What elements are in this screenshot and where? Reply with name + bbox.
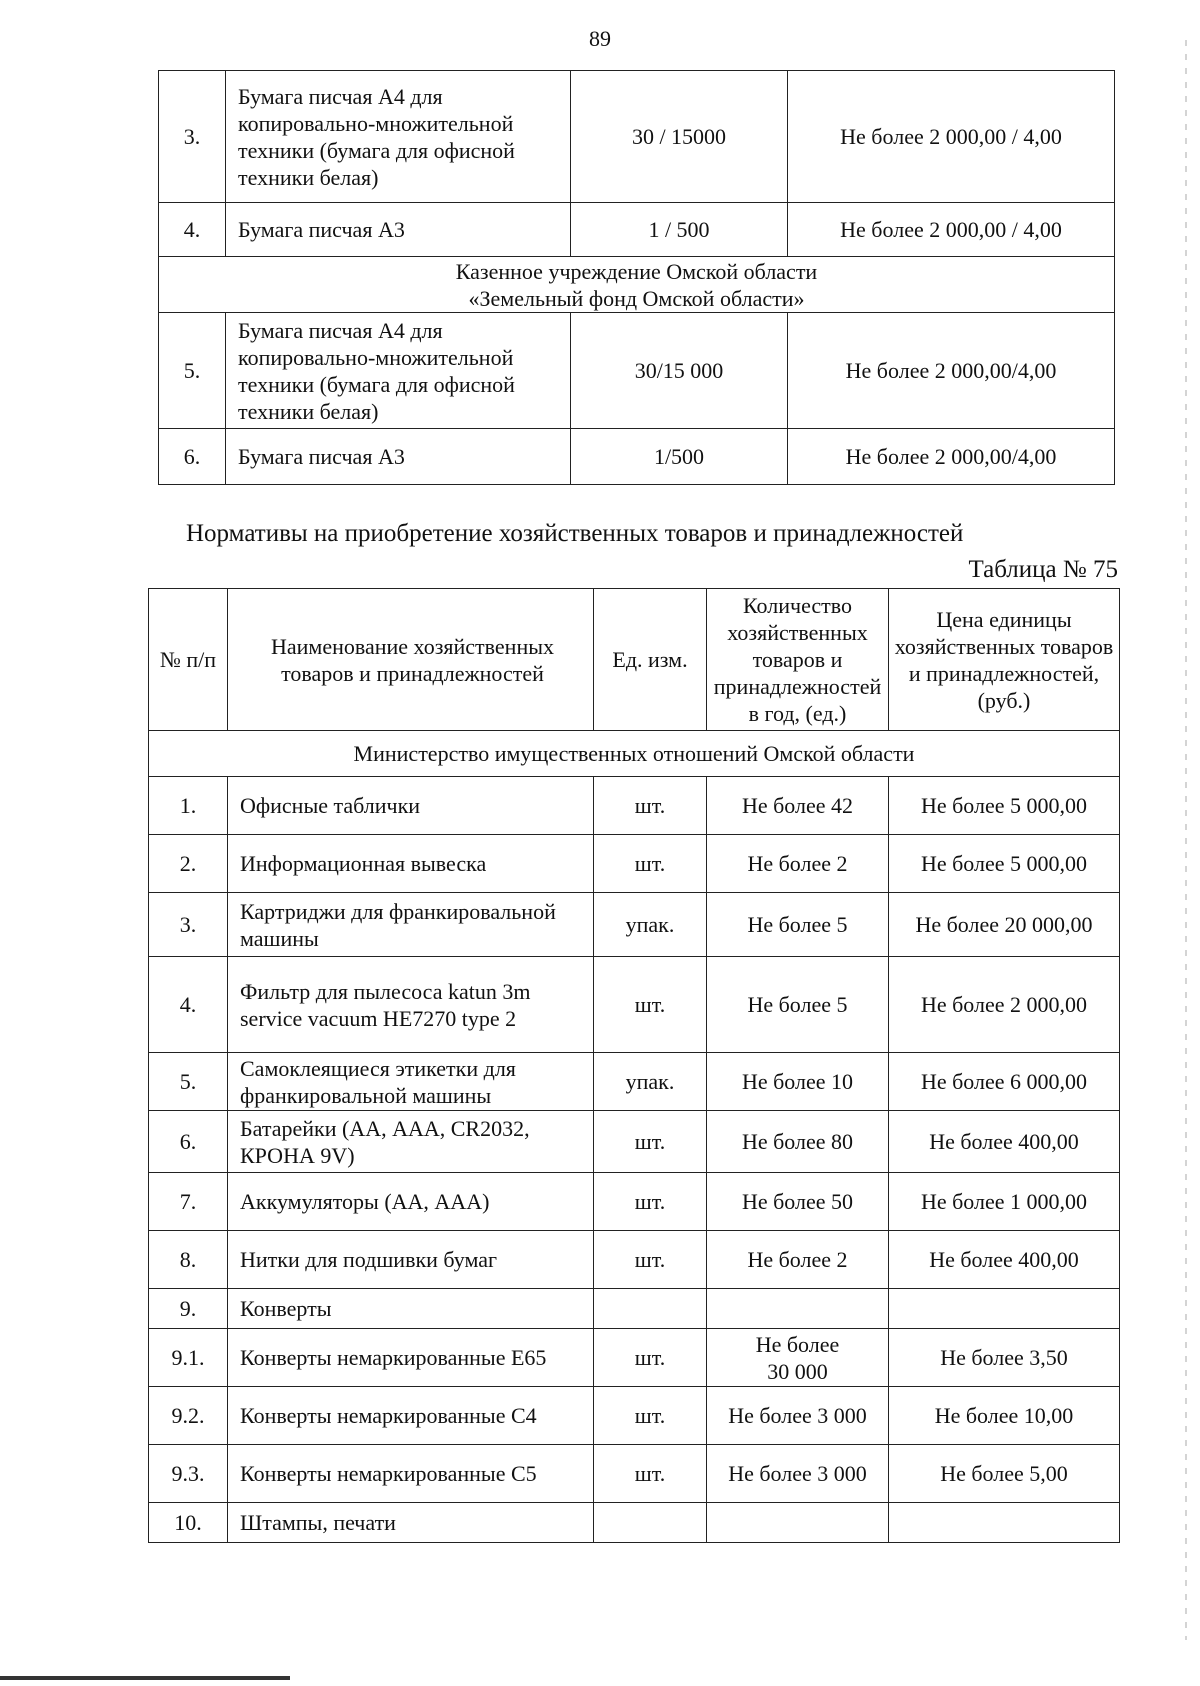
item-unit: шт.	[594, 957, 707, 1053]
row-number: 3.	[149, 893, 228, 957]
item-price: Не более 400,00	[889, 1111, 1120, 1173]
paper-norms-table	[158, 70, 1115, 485]
table-row	[149, 1111, 1120, 1173]
table-row	[149, 1289, 1120, 1329]
item-unit: упак.	[594, 893, 707, 957]
row-number: 4.	[159, 203, 226, 257]
item-price: Не более 2 000,00 / 4,00	[788, 71, 1115, 203]
item-unit: шт.	[594, 1387, 707, 1445]
row-number: 9.	[149, 1289, 228, 1329]
item-quantity: Не более 42	[707, 777, 889, 835]
section-row	[159, 257, 1115, 313]
row-number: 1.	[149, 777, 228, 835]
item-quantity: 30/15 000	[571, 313, 788, 429]
row-number: 5.	[159, 313, 226, 429]
item-quantity: 1 / 500	[571, 203, 788, 257]
item-price: Не более 5 000,00	[889, 835, 1120, 893]
item-name: Бумага писчая А4 для копировально-множительной техники (бумага для офисной техники белая)	[226, 71, 571, 203]
row-number: 9.3.	[149, 1445, 228, 1503]
item-quantity: Не более 50	[707, 1173, 889, 1231]
item-name: Фильтр для пылесоса katun 3m service vacuum HE7270 type 2	[228, 957, 594, 1053]
item-unit: шт.	[594, 1173, 707, 1231]
table-row	[149, 1173, 1120, 1231]
table-row	[149, 1329, 1120, 1387]
table-number: Таблица № 75	[968, 556, 1118, 583]
scan-edge-line	[1185, 40, 1187, 1640]
item-quantity-text: Не более 30 000	[755, 1331, 840, 1384]
row-number: 3.	[159, 71, 226, 203]
item-price: Не более 3,50	[889, 1329, 1120, 1387]
item-unit: шт.	[594, 1111, 707, 1173]
item-price: Не более 2 000,00/4,00	[788, 429, 1115, 485]
section-title	[159, 257, 1115, 313]
item-price: Не более 400,00	[889, 1231, 1120, 1289]
row-number: 9.1.	[149, 1329, 228, 1387]
item-unit: шт.	[594, 1445, 707, 1503]
item-name: Конверты	[228, 1289, 594, 1329]
item-name: Батарейки (АА, ААА, CR2032, КРОНА 9V)	[228, 1111, 594, 1173]
section-heading: Нормативы на приобретение хозяйственных товаров и принадлежностей	[186, 520, 964, 547]
header-name: Наименование хозяйственных товаров и принадлежностей	[228, 589, 594, 731]
item-price: Не более 6 000,00	[889, 1053, 1120, 1111]
row-number: 2.	[149, 835, 228, 893]
item-price: Не более 10,00	[889, 1387, 1120, 1445]
table-row	[149, 893, 1120, 957]
page-number: 89	[589, 26, 611, 51]
table-row	[159, 429, 1115, 485]
item-quantity: 30 / 15000	[571, 71, 788, 203]
item-name: Бумага писчая А3	[226, 429, 571, 485]
item-price: Не более 2 000,00/4,00	[788, 313, 1115, 429]
item-name: Самоклеящиеся этикетки для франкировальной машины	[228, 1053, 594, 1111]
table-row	[149, 777, 1120, 835]
item-quantity: Не более 2	[707, 1231, 889, 1289]
item-name: Офисные таблички	[228, 777, 594, 835]
table-row	[149, 1445, 1120, 1503]
item-name: Картриджи для франкировальной машины	[228, 893, 594, 957]
table-row	[149, 1503, 1120, 1543]
item-quantity: Не более 10	[707, 1053, 889, 1111]
item-quantity: Не более 2	[707, 835, 889, 893]
item-quantity: Не более 3 000	[707, 1445, 889, 1503]
table-row	[159, 203, 1115, 257]
item-price: Не более 2 000,00 / 4,00	[788, 203, 1115, 257]
table-row	[149, 957, 1120, 1053]
scan-bottom-mark	[0, 1676, 290, 1680]
household-goods-table	[148, 588, 1120, 1543]
item-price	[889, 1503, 1120, 1543]
header-unit: Ед. изм.	[594, 589, 707, 731]
item-quantity: Не более 3 000	[707, 1387, 889, 1445]
item-unit	[594, 1289, 707, 1329]
row-number: 6.	[149, 1111, 228, 1173]
row-number: 9.2.	[149, 1387, 228, 1445]
table-row	[149, 1231, 1120, 1289]
item-price: Не более 5 000,00	[889, 777, 1120, 835]
item-unit: упак.	[594, 1053, 707, 1111]
item-name: Конверты немаркированные С4	[228, 1387, 594, 1445]
item-name: Аккумуляторы (АА, ААА)	[228, 1173, 594, 1231]
row-number: 4.	[149, 957, 228, 1053]
item-name: Нитки для подшивки бумаг	[228, 1231, 594, 1289]
row-number: 10.	[149, 1503, 228, 1543]
item-quantity	[707, 1503, 889, 1543]
section-title: Министерство имущественных отношений Омской области	[149, 731, 1120, 777]
item-quantity	[707, 1289, 889, 1329]
header-price: Цена единицы хозяйственных товаров и принадлежностей, (руб.)	[889, 589, 1120, 731]
item-price: Не более 2 000,00	[889, 957, 1120, 1053]
item-unit: шт.	[594, 835, 707, 893]
item-price: Не более 20 000,00	[889, 893, 1120, 957]
item-name: Штампы, печати	[228, 1503, 594, 1543]
row-number: 5.	[149, 1053, 228, 1111]
section-title-text: Казенное учреждение Омской области «Земельный фонд Омской области»	[455, 258, 818, 311]
item-unit: шт.	[594, 1231, 707, 1289]
section-row	[149, 731, 1120, 777]
header-number: № п/п	[149, 589, 228, 731]
item-quantity: Не более 5	[707, 893, 889, 957]
table-row	[159, 71, 1115, 203]
item-quantity	[707, 1329, 889, 1387]
table-row	[159, 313, 1115, 429]
item-name: Бумага писчая А3	[226, 203, 571, 257]
item-unit: шт.	[594, 777, 707, 835]
header-quantity: Количество хозяйственных товаров и принадлежностей в год, (ед.)	[707, 589, 889, 731]
row-number: 8.	[149, 1231, 228, 1289]
item-name: Информационная вывеска	[228, 835, 594, 893]
row-number: 7.	[149, 1173, 228, 1231]
table-row	[149, 1053, 1120, 1111]
item-price: Не более 1 000,00	[889, 1173, 1120, 1231]
item-name: Бумага писчая А4 для копировально-множительной техники (бумага для офисной техники белая)	[226, 313, 571, 429]
item-price: Не более 5,00	[889, 1445, 1120, 1503]
item-quantity: Не более 80	[707, 1111, 889, 1173]
table-header-row	[149, 589, 1120, 731]
item-name: Конверты немаркированные Е65	[228, 1329, 594, 1387]
row-number: 6.	[159, 429, 226, 485]
item-price	[889, 1289, 1120, 1329]
item-unit	[594, 1503, 707, 1543]
table-row	[149, 1387, 1120, 1445]
item-name: Конверты немаркированные С5	[228, 1445, 594, 1503]
item-unit: шт.	[594, 1329, 707, 1387]
table-row	[149, 835, 1120, 893]
item-quantity: 1/500	[571, 429, 788, 485]
item-quantity: Не более 5	[707, 957, 889, 1053]
